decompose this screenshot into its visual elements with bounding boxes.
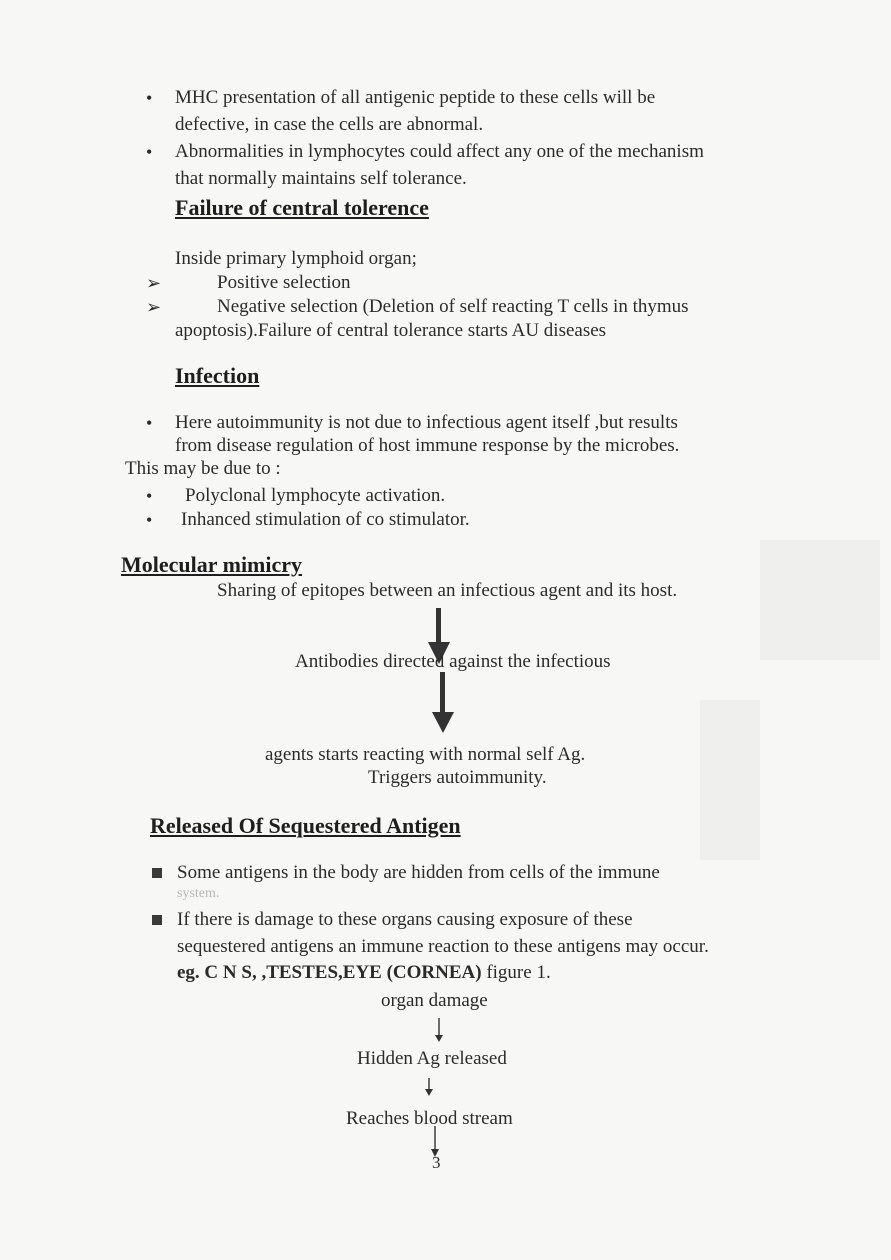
- square-bullet-icon: [152, 915, 162, 925]
- bullet-dot: •: [146, 486, 153, 506]
- intro-bullet-1-line-1: MHC presentation of all antigenic peptide to these cells will be: [175, 87, 656, 108]
- central-tolerance-intro: Inside primary lymphoid organ;: [175, 248, 417, 269]
- intro-bullet-1-line-2: defective, in case the cells are abnormal.: [175, 114, 484, 135]
- infection-cause-1: Polyclonal lymphocyte activation.: [185, 485, 446, 506]
- bullet-dot: •: [146, 413, 153, 433]
- sequestered-example-organs: eg. C N S, ,TESTES,EYE (CORNEA): [177, 962, 482, 983]
- infection-heading: Infection: [175, 363, 260, 388]
- bullet-dot: •: [146, 88, 153, 108]
- sequestered-heading: Released Of Sequestered Antigen: [150, 813, 461, 838]
- infection-bullet-line-2: from disease regulation of host immune response by the microbes.: [175, 435, 680, 456]
- sequestered-bullet-1-faint: system.: [177, 886, 220, 901]
- mimicry-step-1: Sharing of epitopes between an infectious agent and its host.: [217, 580, 678, 601]
- molecular-mimicry-heading: Molecular mimicry: [121, 552, 303, 577]
- sequestered-bullet-1: Some antigens in the body are hidden from cells of the immune: [177, 862, 660, 883]
- central-tolerance-item-1: Positive selection: [217, 272, 351, 293]
- sequestered-bullet-2-line-2: sequestered antigens an immune reaction to these antigens may occur.: [177, 936, 709, 957]
- mimicry-step-4: Triggers autoimmunity.: [368, 767, 547, 788]
- square-bullet-icon: [152, 868, 162, 878]
- flow-step-1: organ damage: [381, 990, 488, 1011]
- infection-cause-2: Inhanced stimulation of co stimulator.: [181, 509, 470, 530]
- intro-bullet-2-line-2: that normally maintains self tolerance.: [175, 168, 467, 189]
- bullet-dot: •: [146, 510, 153, 530]
- arrow-bullet-icon: ➢: [146, 297, 162, 317]
- infection-due-to: This may be due to :: [125, 458, 281, 479]
- intro-bullet-2-line-1: Abnormalities in lymphocytes could affect any one of the mechanism: [175, 141, 704, 162]
- scan-smudge: [760, 540, 880, 660]
- down-arrow-icon: [430, 672, 456, 736]
- central-tolerance-item-2: Negative selection (Deletion of self reacting T cells in thymus: [217, 296, 689, 317]
- scan-smudge: [700, 700, 760, 860]
- sequestered-bullet-2-line-1: If there is damage to these organs causing exposure of these: [177, 909, 633, 930]
- mimicry-step-2: Antibodies directed against the infectious: [295, 651, 611, 672]
- flow-step-2: Hidden Ag released: [357, 1048, 507, 1069]
- central-tolerance-continuation: apoptosis).Failure of central tolerance starts AU diseases: [175, 320, 607, 341]
- arrow-bullet-icon: ➢: [146, 273, 162, 293]
- flow-step-3: Reaches blood stream: [346, 1108, 513, 1129]
- sequestered-example: [177, 961, 551, 985]
- page-number: 3: [432, 1153, 441, 1172]
- down-arrow-icon: [422, 1076, 436, 1098]
- central-tolerance-heading: Failure of central tolerence: [175, 195, 429, 220]
- bullet-dot: •: [146, 142, 153, 162]
- infection-bullet-line-1: Here autoimmunity is not due to infectious agent itself ,but results: [175, 412, 678, 433]
- mimicry-step-3: agents starts reacting with normal self Ag.: [265, 744, 586, 765]
- sequestered-example-figure: figure 1.: [481, 962, 551, 983]
- down-arrow-icon: [432, 1016, 446, 1044]
